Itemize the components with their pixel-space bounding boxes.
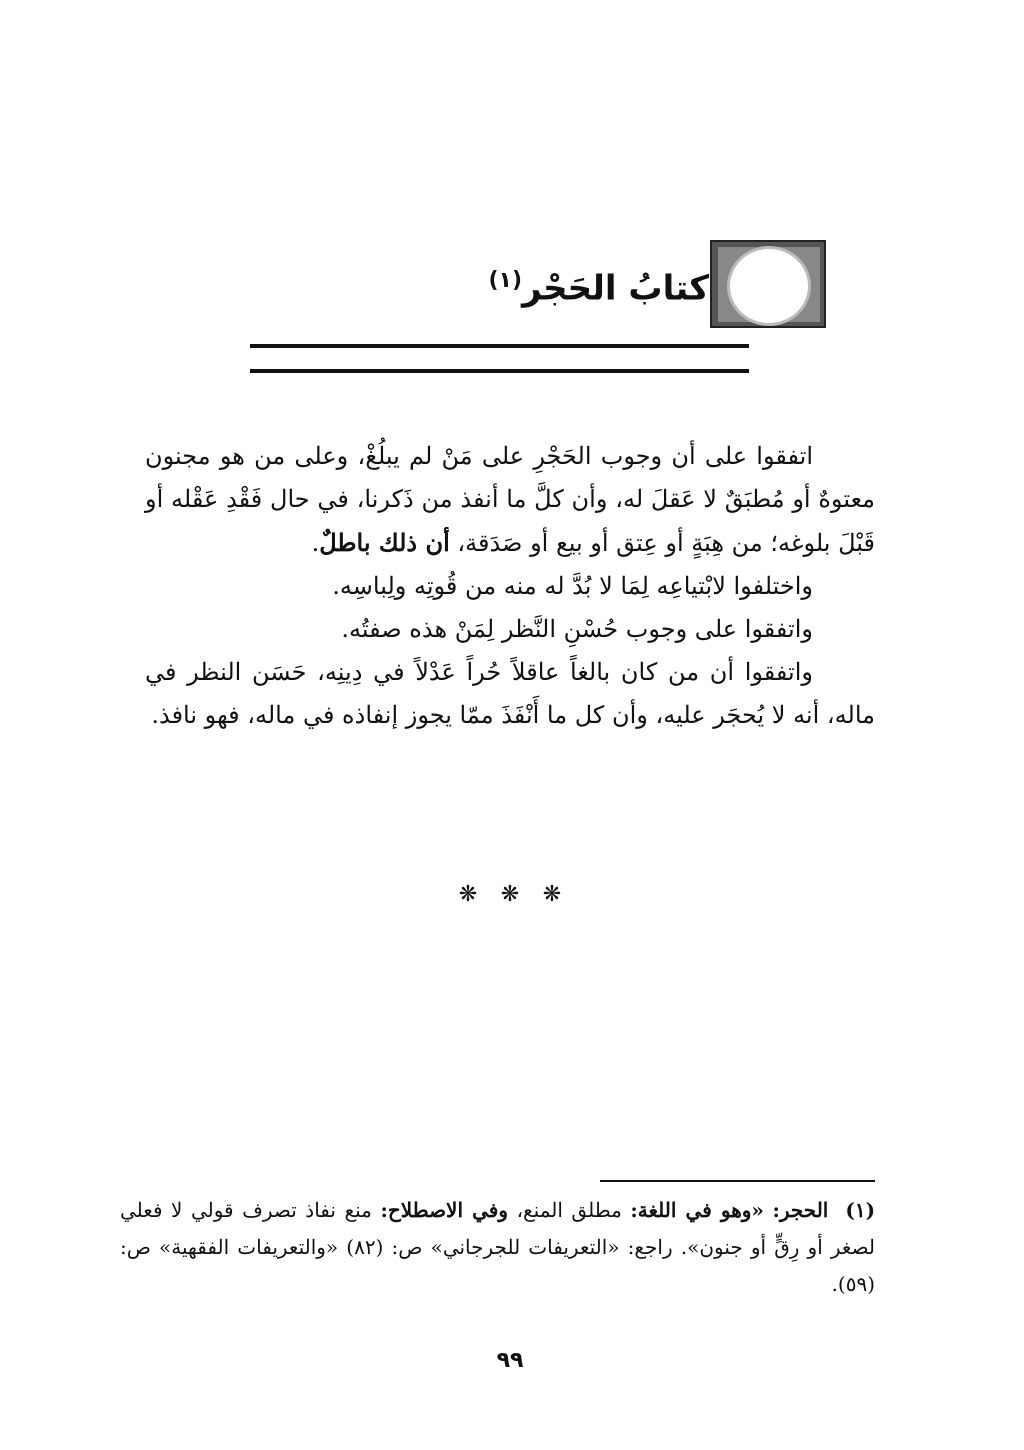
paragraph-1 <box>145 435 875 565</box>
chapter-ornament <box>710 240 826 328</box>
main-text <box>145 435 875 737</box>
separator-ornament-icon: ❋ <box>458 882 478 907</box>
footnote-lang-label: «وهو في اللغة: <box>630 1198 764 1222</box>
footnote-term: الحجر: <box>772 1198 829 1222</box>
footnote-lang-def: مطلق المنع، <box>516 1198 622 1222</box>
title-rule-bottom <box>250 369 749 373</box>
footnote <box>120 1192 875 1303</box>
paragraph-4: واتفقوا أن من كان بالغاً عاقلاً حُراً عَدْلاً في دِينِه، حَسَن النظر في ماله، أنه لا يُحجَر عليه، وأن كل ما أَنْفَذَ ممّا يجوز إنفاذه في ماله، فهو نافذ. <box>145 658 875 729</box>
paragraph-1-bold: أن ذلك باطلٌ <box>319 528 450 557</box>
chapter-title-text: كتابُ الحَجْر <box>522 268 709 309</box>
footnote-body <box>120 1192 875 1303</box>
footnote-rule <box>600 1180 875 1182</box>
paragraph-1-text: اتفقوا على أن وجوب الحَجْرِ على مَنْ لم يبلُغْ، وعلى من هو مجنون معتوهٌ أو مُطبَقٌ لا عَقلَ له، وأن كلَّ ما أنفذ من ذَكرنا، في حال فَقْدِ عَقْله أو قَبْلَ بلوغه؛ من هِبَةٍ أو عِتق أو بيع أو صَدَقة، <box>145 442 875 557</box>
chapter-footnote-ref: (١) <box>488 268 522 293</box>
paragraph-2: واختلفوا لابْتياعِه لِمَا لا بُدَّ له منه من قُوتِه ولِباسِه. <box>332 572 813 600</box>
footnote-marker: (١) <box>845 1198 876 1222</box>
separator-ornament-icon: ❋ <box>500 882 520 907</box>
title-rule-top <box>250 344 749 348</box>
ornament-disc <box>730 249 808 323</box>
footnote-istilah-def: منع نفاذ تصرف قولي لا فعلي لصغر أو رِقٍّ أو جنون». <box>120 1198 876 1259</box>
paragraph-1-end: . <box>311 529 320 557</box>
footnote-ref-2: «والتعريفات الفقهية» ص: (٥٩). <box>120 1235 875 1296</box>
separator-ornament-icon: ❋ <box>542 882 562 907</box>
paragraph-3: واتفقوا على وجوب حُسْنِ النَّظر لِمَنْ هذه صفتُه. <box>341 615 813 643</box>
chapter-title <box>488 268 709 308</box>
section-separator <box>455 882 565 908</box>
footnote-ref-1: راجع: «التعريفات للجرجاني» ص: (٨٢) <box>346 1235 673 1259</box>
page-number: ٩٩ <box>496 1348 524 1373</box>
footnote-istilah-label: وفي الاصطلاح: <box>380 1198 509 1222</box>
